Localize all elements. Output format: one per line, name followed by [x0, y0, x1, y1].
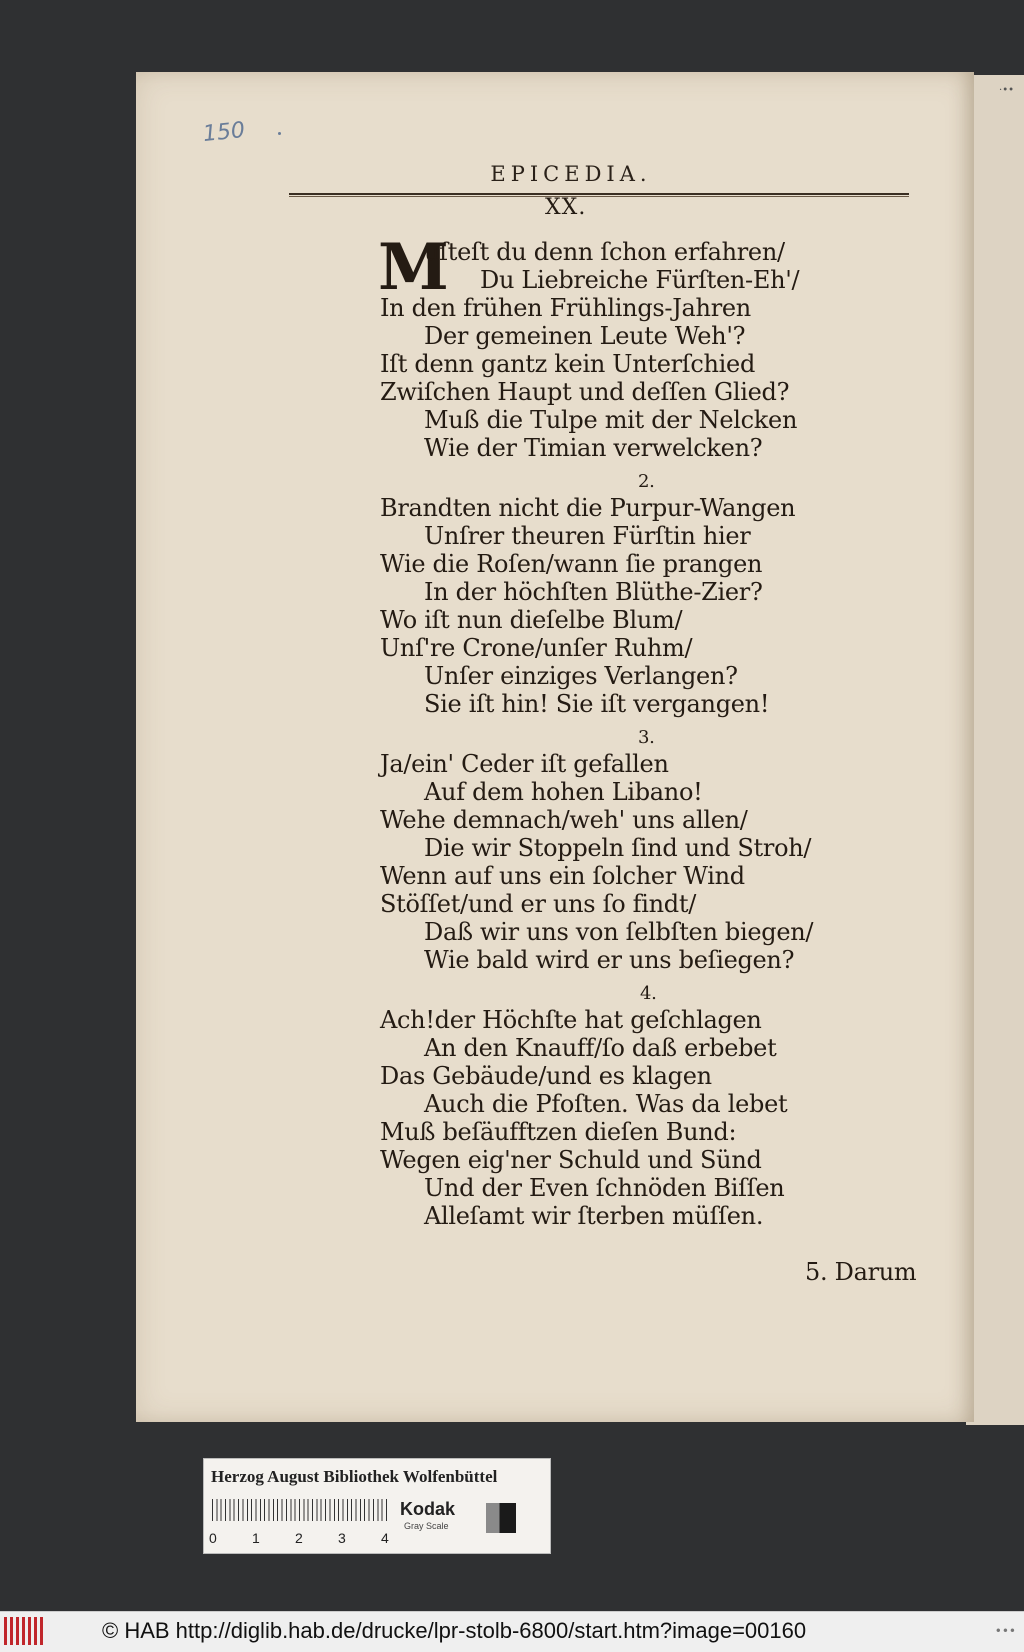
poem-line: Stöſſet/und er uns ſo findt/ [380, 890, 696, 918]
poem-line: Sie iſt hin! Sie iſt vergangen! [424, 690, 770, 718]
poem-line: Brandten nicht die Purpur-Wangen [380, 494, 796, 522]
poem-line: Wehe demnach/weh' uns allen/ [380, 806, 748, 834]
poem-line: Du Liebreiche Fürſten-Eh'/ [480, 266, 800, 294]
document-page [136, 72, 974, 1422]
poem-line: Ja/ein' Ceder iſt gefallen [380, 750, 669, 778]
stanza-number: 4. [640, 983, 657, 1004]
target-library-name: Herzog August Bibliothek Wolfenbüttel [211, 1467, 498, 1486]
poem-line: Wie die Roſen/wann ſie prangen [380, 550, 763, 578]
poem-line: Zwiſchen Haupt und deſſen Glied? [380, 378, 790, 406]
poem-line: uſteſt du denn ſchon erfahren/ [424, 238, 785, 266]
copyright-url[interactable]: © HAB http://diglib.hab.de/drucke/lpr-stolb-6800/start.htm?image=00160 [102, 1618, 807, 1643]
ruler-label: 0 [209, 1530, 217, 1546]
handwritten-page-number: 150 [201, 117, 247, 148]
poem-line: Auch die Pfoſten. Was da lebet [424, 1090, 788, 1118]
poem-line: In den frühen Frühlings-Jahren [380, 294, 751, 322]
ruler-label: 2 [295, 1530, 303, 1546]
poem-line: Wie der Timian verwelcken? [424, 434, 763, 462]
running-head: EPICEDIA. [490, 162, 652, 186]
ruler-label: 4 [381, 1530, 389, 1546]
gray-scale-label: Gray Scale [404, 1521, 449, 1531]
poem-title: XX. [545, 195, 587, 220]
poem [136, 72, 974, 1422]
poem-line: An den Knauff/ſo daß erbebet [424, 1034, 777, 1062]
poem-line: Wegen eig'ner Schuld und Sünd [380, 1146, 762, 1174]
adjacent-page-dots: ·•• [999, 85, 1014, 96]
stanza-number: 2. [638, 471, 655, 492]
poem-line: In der höchſten Blüthe-Zier? [424, 578, 763, 606]
poem-line: Auf dem hohen Libano! [424, 778, 703, 806]
poem-line: Der gemeinen Leute Weh'? [424, 322, 746, 350]
ruler-labels [209, 1530, 424, 1546]
poem-line: Wo iſt nun dieſelbe Blum/ [380, 606, 683, 634]
poem-line: Und der Even ſchnöden Biſſen [424, 1174, 785, 1202]
color-calibration-target [203, 1458, 551, 1554]
poem-line: Das Gebäude/und es klagen [380, 1062, 712, 1090]
poem-line: Muß die Tulpe mit der Nelcken [424, 406, 798, 434]
poem-line: Wie bald wird er uns beſiegen? [424, 946, 795, 974]
more-dots-icon[interactable]: ••• [994, 1624, 1016, 1638]
ruler-label: 1 [252, 1530, 260, 1546]
poem-line: Unſer einziges Verlangen? [424, 662, 738, 690]
scale-ruler [212, 1499, 387, 1521]
poem-line: Unſ're Crone/unſer Ruhm/ [380, 634, 693, 662]
drop-capital: M [378, 230, 449, 305]
poem-line: Alleſamt wir ſterben müſſen. [424, 1202, 764, 1230]
viewer-footer [0, 1611, 1024, 1652]
poem-line: Daß wir uns von ſelbſten biegen/ [424, 918, 814, 946]
poem-line: Wenn auf uns ein ſolcher Wind [380, 862, 745, 890]
poem-line: Unſrer theuren Fürſtin hier [424, 522, 751, 550]
adjacent-page-edge [966, 75, 1024, 1425]
kodak-logo-text: Kodak [400, 1499, 456, 1519]
ruler-label: 3 [338, 1530, 346, 1546]
poem-line: Die wir Stoppeln ſind und Stroh/ [424, 834, 812, 862]
poem-line: Muß beſäufftzen dieſen Bund: [380, 1118, 737, 1146]
poem-line: Iſt denn gantz kein Unterſchied [380, 350, 756, 378]
stanza-number: 3. [638, 727, 655, 748]
hab-logo-icon [4, 1617, 46, 1645]
poem-line: Ach!der Höchſte hat geſchlagen [380, 1006, 762, 1034]
catchword: 5. Darum [805, 1258, 917, 1286]
gray-swatch [486, 1503, 516, 1533]
